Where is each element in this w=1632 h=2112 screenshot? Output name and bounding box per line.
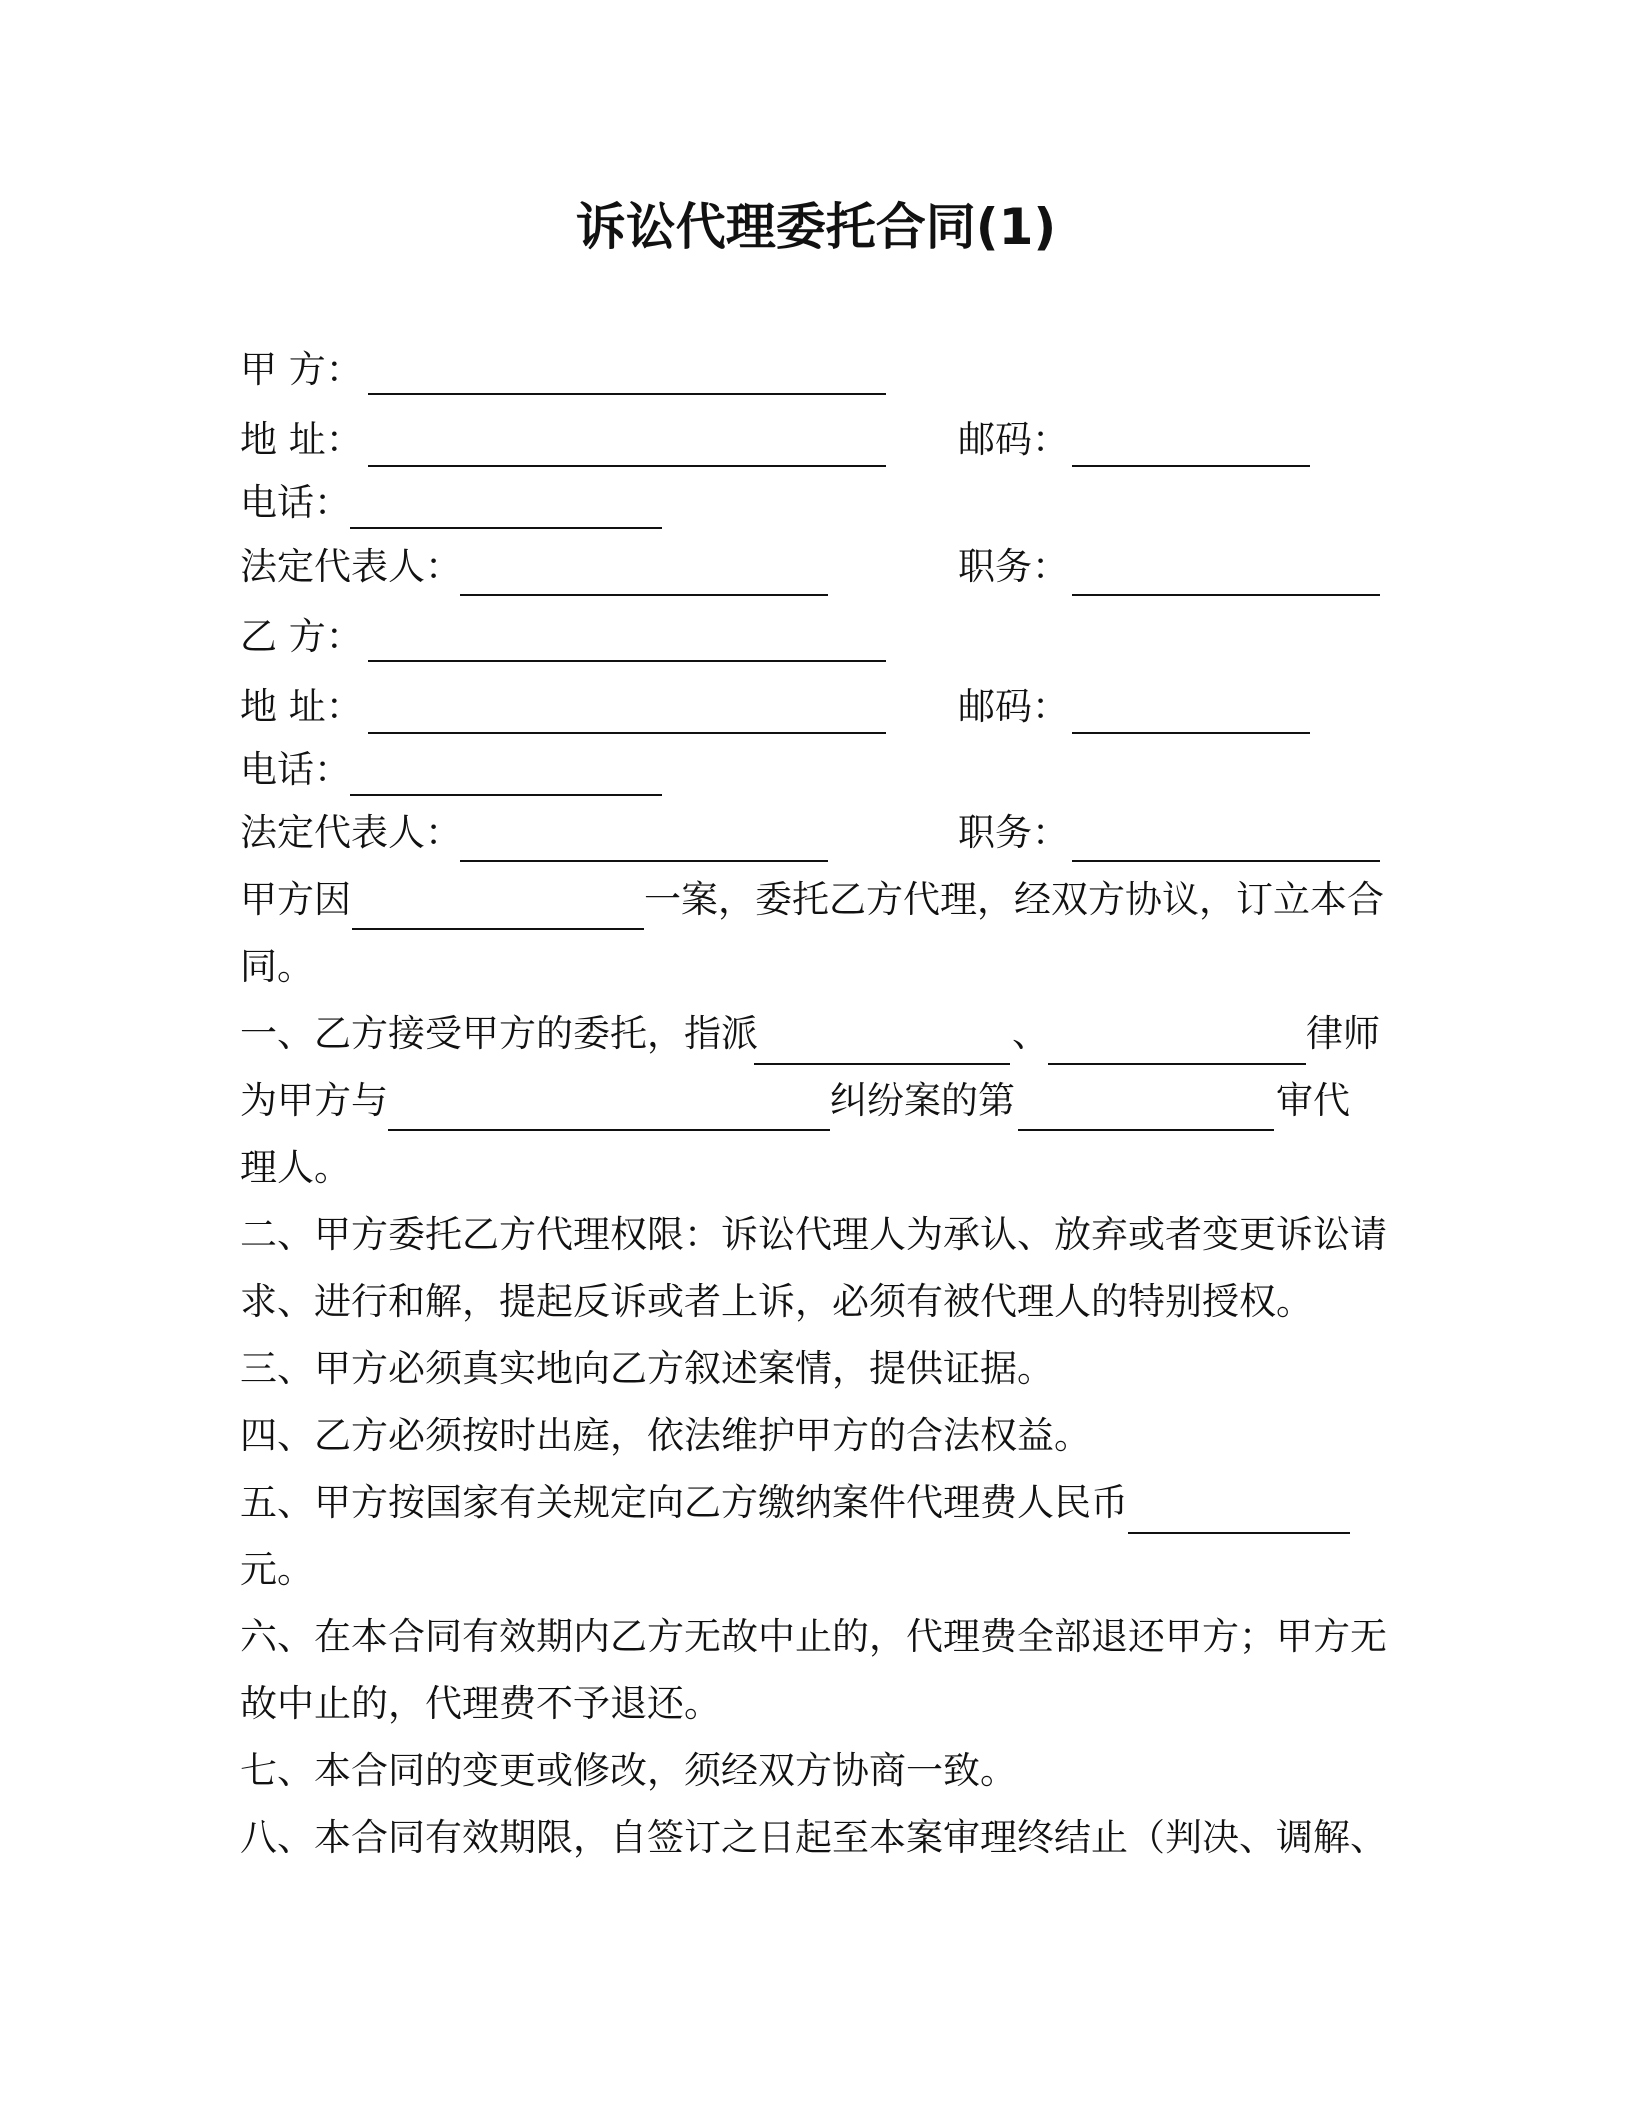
- party-a-phone-blank[interactable]: [350, 527, 662, 529]
- party-b-address-blank[interactable]: [368, 732, 886, 734]
- preamble-prefix: 甲方因: [240, 878, 351, 921]
- trial-instance-blank[interactable]: [1018, 1129, 1274, 1131]
- clause-1-line2-suffix: 审代: [1276, 1079, 1350, 1122]
- clause-3: 三、甲方必须真实地向乙方叙述案情，提供证据。: [240, 1347, 1054, 1390]
- clause-5-line1: 五、甲方按国家有关规定向乙方缴纳案件代理费人民币: [240, 1481, 1128, 1524]
- party-a-address-label: 地 址：: [240, 418, 363, 461]
- party-b-postcode-label: 邮码：: [958, 685, 1069, 728]
- clause-4: 四、乙方必须按时出庭，依法维护甲方的合法权益。: [240, 1414, 1091, 1457]
- clause-1-lawyer: 律师: [1306, 1012, 1380, 1055]
- fee-amount-blank[interactable]: [1128, 1532, 1350, 1534]
- case-name-blank[interactable]: [352, 928, 644, 930]
- clause-2-line1: 二、甲方委托乙方代理权限：诉讼代理人为承认、放弃或者变更诉讼请: [240, 1213, 1387, 1256]
- preamble-suffix: 一案，委托乙方代理，经双方协议，订立本合: [644, 878, 1384, 921]
- party-a-name-label: 甲 方：: [240, 348, 363, 391]
- party-a-phone-label: 电话：: [240, 481, 351, 524]
- clause-8: 八、本合同有效期限，自签订之日起至本案审理终结止（判决、调解、: [240, 1816, 1387, 1859]
- opposing-party-blank[interactable]: [388, 1129, 830, 1131]
- clause-1-prefix: 一、乙方接受甲方的委托，指派: [240, 1012, 758, 1055]
- party-b-name-blank[interactable]: [368, 660, 886, 662]
- party-b-phone-label: 电话：: [240, 748, 351, 791]
- party-b-position-label: 职务：: [958, 811, 1069, 854]
- clause-5-line2: 元。: [240, 1548, 314, 1591]
- party-b-legal-rep-blank[interactable]: [460, 860, 828, 862]
- clause-6-line1: 六、在本合同有效期内乙方无故中止的，代理费全部退还甲方；甲方无: [240, 1615, 1387, 1658]
- party-b-address-label: 地 址：: [240, 685, 363, 728]
- party-b-legal-rep-label: 法定代表人：: [240, 811, 462, 854]
- party-b-name-label: 乙 方：: [240, 615, 363, 658]
- party-a-name-blank[interactable]: [368, 393, 886, 395]
- party-a-legal-rep-blank[interactable]: [460, 594, 828, 596]
- clause-2-line2: 求、进行和解，提起反诉或者上诉，必须有被代理人的特别授权。: [240, 1280, 1313, 1323]
- document-title: 诉讼代理委托合同(1): [575, 198, 1057, 256]
- preamble-continuation: 同。: [240, 945, 314, 988]
- party-a-position-blank[interactable]: [1072, 594, 1380, 596]
- party-a-address-blank[interactable]: [368, 465, 886, 467]
- party-a-legal-rep-label: 法定代表人：: [240, 545, 462, 588]
- lawyer-1-blank[interactable]: [754, 1063, 1010, 1065]
- party-b-phone-blank[interactable]: [350, 794, 662, 796]
- clause-1-line3: 理人。: [240, 1146, 351, 1189]
- party-a-position-label: 职务：: [958, 545, 1069, 588]
- party-b-postcode-blank[interactable]: [1072, 732, 1310, 734]
- clause-1-separator: 、: [1012, 1012, 1049, 1055]
- clause-6-line2: 故中止的，代理费不予退还。: [240, 1682, 721, 1725]
- party-b-position-blank[interactable]: [1072, 860, 1380, 862]
- party-a-postcode-label: 邮码：: [958, 418, 1069, 461]
- party-a-postcode-blank[interactable]: [1072, 465, 1310, 467]
- clause-1-line2-prefix: 为甲方与: [240, 1079, 388, 1122]
- clause-1-line2-mid: 纠纷案的第: [830, 1079, 1015, 1122]
- clause-7: 七、本合同的变更或修改，须经双方协商一致。: [240, 1749, 1017, 1792]
- lawyer-2-blank[interactable]: [1048, 1063, 1306, 1065]
